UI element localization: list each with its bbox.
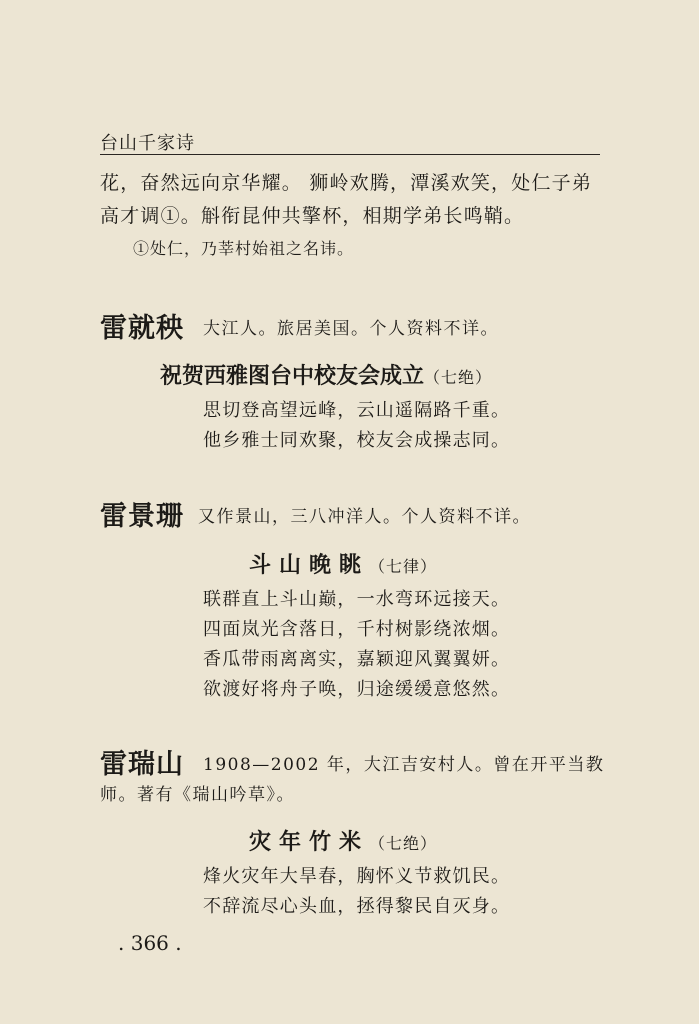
- poet-name: 雷就秧: [100, 313, 184, 344]
- poem-title-text: 灾年竹米: [249, 830, 370, 855]
- poem-line: 他乡雅士同欢聚，校友会成操志同。: [203, 430, 511, 451]
- continuation-line-2: 高才调①。斛衔昆仲共擎杯，相期学弟长鸣鞘。: [100, 205, 525, 227]
- poem-form: （七绝）: [424, 368, 493, 387]
- poem-title-text: 祝贺西雅图台中校友会成立: [160, 364, 425, 389]
- poem-line: 联群直上斗山巅，一水弯环远接天。: [203, 589, 511, 610]
- poet-name: 雷景珊: [100, 501, 184, 532]
- poem-line: 烽火灾年大旱春，胸怀义节救饥民。: [203, 866, 511, 887]
- poem-line: 思切登高望远峰，云山遥隔路千重。: [203, 400, 511, 421]
- poem-title: [249, 548, 437, 579]
- poet-bio: 又作景山，三八冲洋人。个人资料不详。: [198, 507, 531, 527]
- header-rule: [100, 154, 600, 155]
- poem-line: 不辞流尽心头血，拯得黎民自灭身。: [203, 896, 511, 917]
- poet-bio: 1908—2002 年，大江吉安村人。曾在开平当教: [203, 755, 605, 775]
- poem-title-text: 斗山晚眺: [249, 553, 370, 578]
- poem-line: 香瓜带雨离离实，嘉颖迎风翼翼妍。: [203, 649, 511, 670]
- poem-title: [160, 359, 492, 390]
- poem-line: 欲渡好将舟子唤，归途缓缓意悠然。: [203, 679, 511, 700]
- poem-form: （七绝）: [369, 834, 438, 853]
- continuation-line-1: 花，奋然远向京华耀。 狮岭欢腾，潭溪欢笑，处仁子弟: [100, 172, 593, 194]
- page-number: . 366 .: [118, 931, 182, 955]
- poem-line: 四面岚光含落日，千村树影绕浓烟。: [203, 619, 511, 640]
- poem-form: （七律）: [369, 557, 438, 576]
- poem-title: [249, 825, 437, 856]
- poet-bio: 大江人。旅居美国。个人资料不详。: [203, 319, 499, 339]
- poet-bio-continued: 师。著有《瑞山吟草》。: [100, 785, 295, 805]
- poet-name: 雷瑞山: [100, 749, 184, 780]
- footnote: ①处仁，乃莘村始祖之名讳。: [133, 239, 355, 258]
- running-header: 台山千家诗: [100, 133, 195, 154]
